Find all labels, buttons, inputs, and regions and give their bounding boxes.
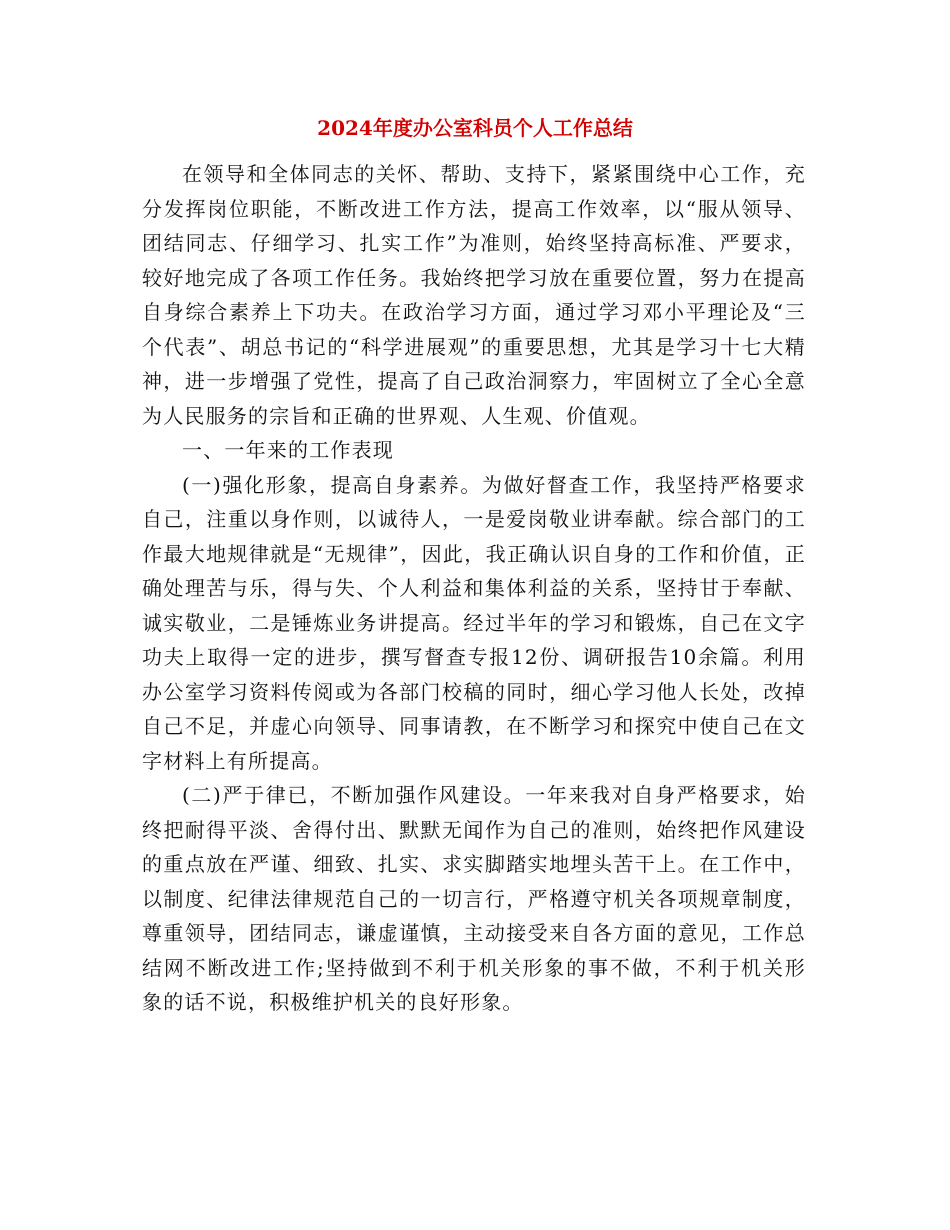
section-heading-work-performance: 一、一年来的工作表现 bbox=[182, 438, 394, 462]
paragraph-self-discipline: (二)严于律已，不断加强作风建设。一年来我对自身严格要求，始终把耐得平淡、舍得付出、默默无闻作为自己的准则，始终把作风建设的重点放在严谨、细致、扎实、求实脚踏实地埋头苦干上。在工作中，以制度、纪律法律规范自己的一切言行，严格遵守机关各项规章制度，尊重领导，团结同志，谦虚谨慎，主动接受来自各方面的意见，工作总结网不断改进工作;坚持做到不利于机关形象的事不做，不利于机关形象的话不说，积极维护机关的良好形象。 bbox=[142, 783, 806, 1014]
paragraph-strengthen-image: (一)强化形象，提高自身素养。为做好督查工作，我坚持严格要求自己，注重以身作则，以诚待人，一是爱岗敬业讲奉献。综合部门的工作最大地规律就是“无规律”，因此，我正确认识自身的工作和价值，正确处理苦与乐，得与失、个人利益和集体利益的关系，坚持甘于奉献、诚实敬业，二是锤炼业务讲提高。经过半年的学习和锻炼，自己在文字功夫上取得一定的进步，撰写督查专报12份、调研报告10余篇。利用办公室学习资料传阅或为各部门校稿的同时，细心学习他人长处，改掉自己不足，并虚心向领导、同事请教，在不断学习和探究中使自己在文字材料上有所提高。 bbox=[142, 472, 806, 773]
intro-paragraph: 在领导和全体同志的关怀、帮助、支持下，紧紧围绕中心工作，充分发挥岗位职能，不断改进工作方法，提高工作效率，以“服从领导、团结同志、仔细学习、扎实工作”为准则，始终坚持高标准、严要求，较好地完成了各项工作任务。我始终把学习放在重要位置，努力在提高自身综合素养上下功夫。在政治学习方面，通过学习邓小平理论及“三个代表”、胡总书记的“科学进展观”的重要思想，尤其是学习十七大精神，进一步增强了党性，提高了自己政治洞察力，牢固树立了全心全意为人民服务的宗旨和正确的世界观、人生观、价值观。 bbox=[142, 162, 806, 428]
document-title: 2024年度办公室科员个人工作总结 bbox=[317, 116, 633, 140]
document-body bbox=[142, 157, 806, 1020]
